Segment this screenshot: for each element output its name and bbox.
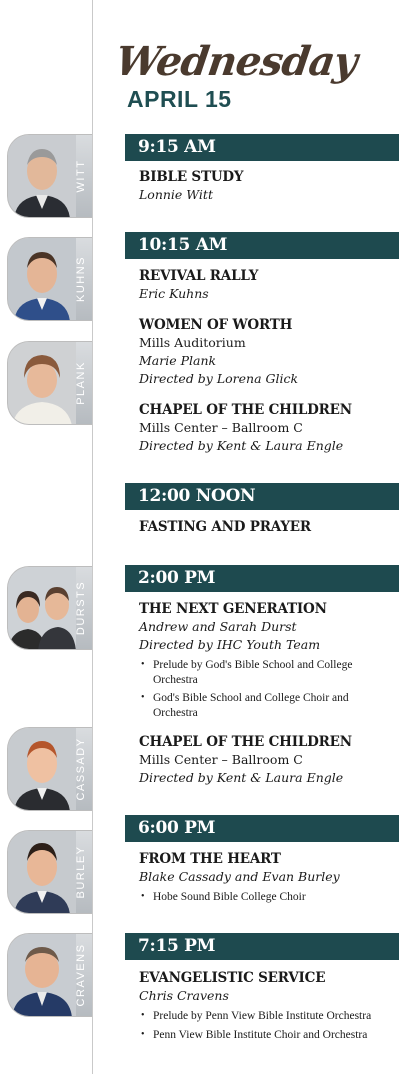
event-women-of-worth [139,316,394,388]
vertical-rule [92,0,93,1074]
event-title: FASTING AND PRAYER [139,519,311,535]
speaker-portrait-icon [8,135,76,218]
event-speaker: Blake Cassady and Evan Burley [139,869,340,884]
speaker-name-label: KUHNS [75,256,87,303]
speaker-photo-plank [7,341,92,425]
speaker-name-label: BURLEY [75,845,87,899]
date-heading: APRIL 15 [127,86,232,112]
speaker-portrait-icon [8,728,76,811]
bullet-item: • Hobe Sound Bible College Choir [139,890,394,905]
speaker-name-label: WITT [75,159,87,193]
event-revival-rally [139,267,394,303]
event-director: Directed by IHC Youth Team [139,637,321,652]
event-director: Directed by Kent & Laura Engle [139,438,344,453]
time-bar: 10:15 AM [125,232,399,259]
event-title: CHAPEL OF THE CHILDREN [139,734,352,750]
event-speaker: Chris Cravens [139,988,229,1003]
event-the-next-generation [139,600,394,724]
speaker-portrait-icon [8,342,76,425]
bullet-list [139,1009,394,1042]
speaker-name-label: DURSTS [75,580,87,636]
speaker-photo-kuhns [7,237,92,321]
event-director: Directed by Kent & Laura Engle [139,770,344,785]
speaker-portrait-icon [8,567,76,650]
speaker-photo-burley [7,830,92,914]
bullet-list [139,658,394,720]
speaker-photo-witt [7,134,92,218]
event-fasting-and-prayer [139,518,394,536]
speaker-photo-cravens [7,933,92,1017]
time-bar: 6:00 PM [125,815,399,842]
event-title: BIBLE STUDY [139,169,244,185]
speaker-portrait-icon [8,238,76,321]
event-location: Mills Center – Ballroom C [139,420,303,435]
time-bar: 12:00 NOON [125,483,399,510]
event-from-the-heart [139,850,394,909]
speaker-portrait-icon [8,831,76,914]
speaker-name-label: CASSADY [75,737,87,801]
speaker-photo-cassady [7,727,92,811]
time-bar: 9:15 AM [125,134,399,161]
bullet-item: • Penn View Bible Institute Choir and Orchestra [139,1028,394,1043]
event-speaker: Marie Plank [139,353,217,368]
event-speaker: Andrew and Sarah Durst [139,619,297,634]
event-location: Mills Center – Ballroom C [139,752,303,767]
time-bar: 2:00 PM [125,565,399,592]
bullet-item: • Prelude by Penn View Bible Institute Orchestra [139,1009,394,1024]
event-evangelistic-service [139,969,394,1046]
event-bible-study [139,168,394,204]
event-speaker: Lonnie Witt [139,187,213,202]
event-location: Mills Auditorium [139,335,246,350]
time-bar: 7:15 PM [125,933,399,960]
event-chapel-of-the-children [139,401,394,455]
day-heading: Wednesday [112,38,360,85]
speaker-name-label: PLANK [75,361,87,405]
event-title: EVANGELISTIC SERVICE [139,970,326,986]
bullet-item: • Prelude by God's Bible School and College Orchestra [139,658,394,687]
speaker-portrait-icon [8,934,76,1017]
event-chapel-of-the-children-2 [139,733,394,787]
event-speaker: Eric Kuhns [139,286,209,301]
event-title: CHAPEL OF THE CHILDREN [139,402,352,418]
speaker-photo-dursts [7,566,92,650]
event-title: REVIVAL RALLY [139,268,259,284]
event-title: WOMEN OF WORTH [139,317,293,333]
event-title: FROM THE HEART [139,851,281,867]
bullet-item: • God's Bible School and College Choir and Orchestra [139,691,394,720]
event-title: THE NEXT GENERATION [139,601,327,617]
speaker-name-label: CRAVENS [75,943,87,1007]
bullet-list [139,890,394,905]
event-director: Directed by Lorena Glick [139,371,299,386]
